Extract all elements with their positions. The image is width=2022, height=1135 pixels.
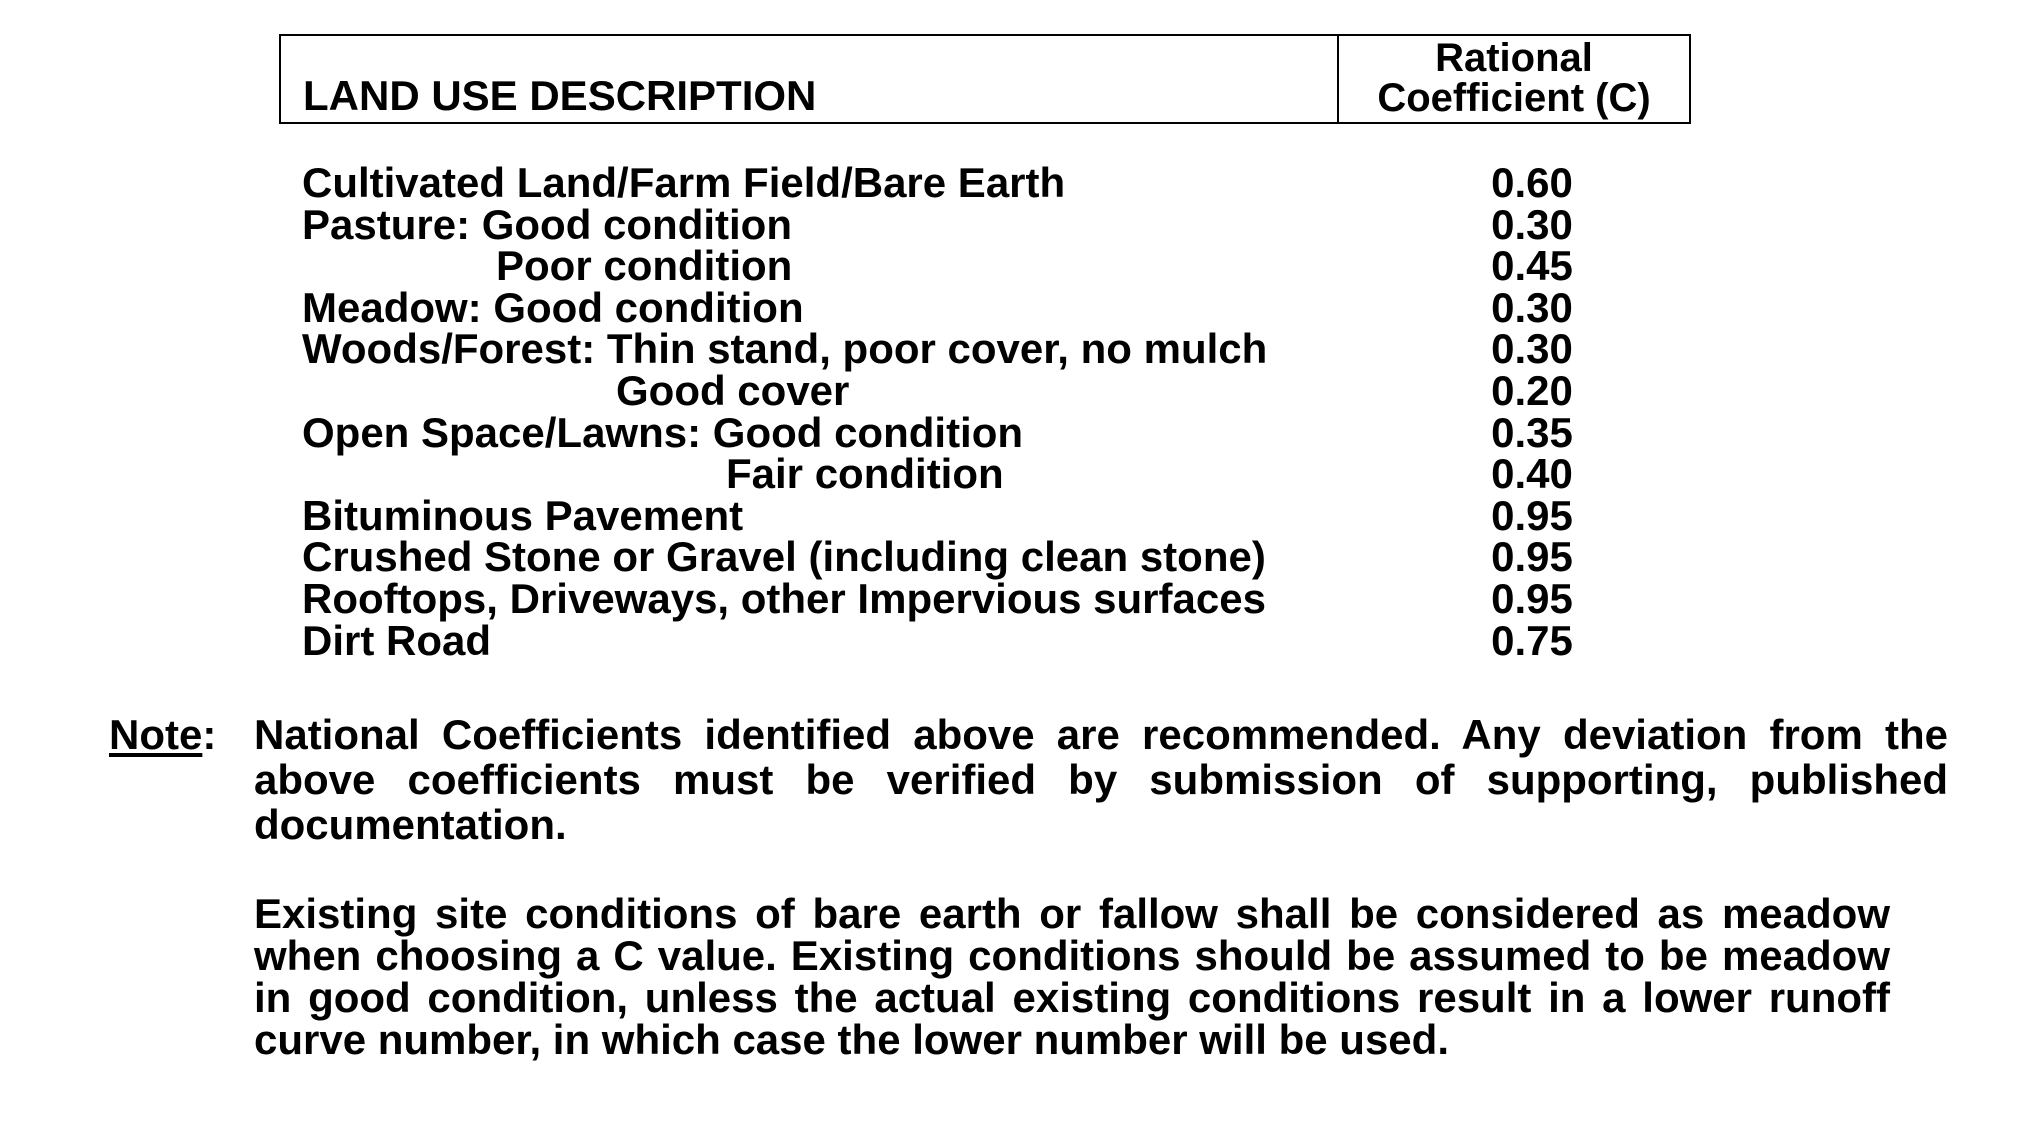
row-description: Crushed Stone or Gravel (including clean stone): [302, 533, 1266, 581]
row-coefficient: 0.30: [1491, 325, 1573, 373]
row-description: Woods/Forest: Thin stand, poor cover, no mulch: [302, 325, 1268, 373]
table-row: [302, 283, 1602, 331]
row-coefficient: 0.40: [1491, 450, 1573, 498]
table-row: [302, 325, 1602, 373]
table-row: [302, 616, 1602, 664]
row-coefficient: 0.45: [1491, 242, 1573, 290]
row-description: Fair condition: [726, 450, 1004, 498]
row-description: Meadow: Good condition: [302, 283, 804, 331]
row-description: Dirt Road: [302, 616, 491, 664]
row-description: Bituminous Pavement: [302, 491, 744, 539]
table-row: [302, 450, 1602, 498]
row-coefficient: 0.95: [1491, 533, 1573, 581]
header-description-label: LAND USE DESCRIPTION: [303, 72, 817, 119]
note-label-text: Note: [109, 711, 203, 758]
table-header: [279, 34, 1691, 124]
table-row: [302, 200, 1602, 248]
note-label-colon: :: [202, 711, 217, 758]
existing-conditions-paragraph: Existing site conditions of bare earth or fallow shall be considered as meadow when choosing a C value. Existing conditions should be assumed to be meadow in good condition, unless the actual existing conditions result in a lower runoff curve number, in which case the lower number will be used.: [254, 890, 1890, 1063]
table-row: [302, 366, 1602, 414]
table-row: [302, 242, 1602, 290]
land-use-table: [302, 159, 1602, 664]
row-coefficient: 0.20: [1491, 366, 1573, 414]
row-coefficient: 0.75: [1491, 616, 1573, 664]
note-paragraph: National Coefficients identified above are recommended. Any deviation from the above coefficients must be verified by submission of supporting, published documentation.: [254, 711, 1948, 848]
header-coefficient-line2: Coefficient (C): [1377, 76, 1651, 120]
table-row: [302, 408, 1602, 456]
row-description: Good cover: [616, 366, 850, 414]
table-row: [302, 491, 1602, 539]
row-coefficient: 0.95: [1491, 491, 1573, 539]
row-coefficient: 0.60: [1491, 159, 1573, 206]
row-description: Pasture: Good condition: [302, 200, 792, 248]
row-description: Rooftops, Driveways, other Impervious surfaces: [302, 574, 1266, 622]
row-description: Open Space/Lawns: Good condition: [302, 408, 1024, 456]
header-description-cell: [281, 36, 1339, 122]
row-coefficient: 0.95: [1491, 574, 1573, 622]
header-coefficient-cell: [1339, 36, 1689, 122]
table-row: [302, 533, 1602, 581]
row-coefficient: 0.30: [1491, 283, 1573, 331]
row-coefficient: 0.30: [1491, 200, 1573, 248]
row-description: Cultivated Land/Farm Field/Bare Earth: [302, 159, 1066, 206]
row-description: Poor condition: [496, 242, 793, 290]
table-row: [302, 159, 1602, 206]
table-row: [302, 574, 1602, 622]
header-coefficient-line1: Rational: [1435, 36, 1593, 80]
row-coefficient: 0.35: [1491, 408, 1573, 456]
note-label: [109, 712, 216, 758]
